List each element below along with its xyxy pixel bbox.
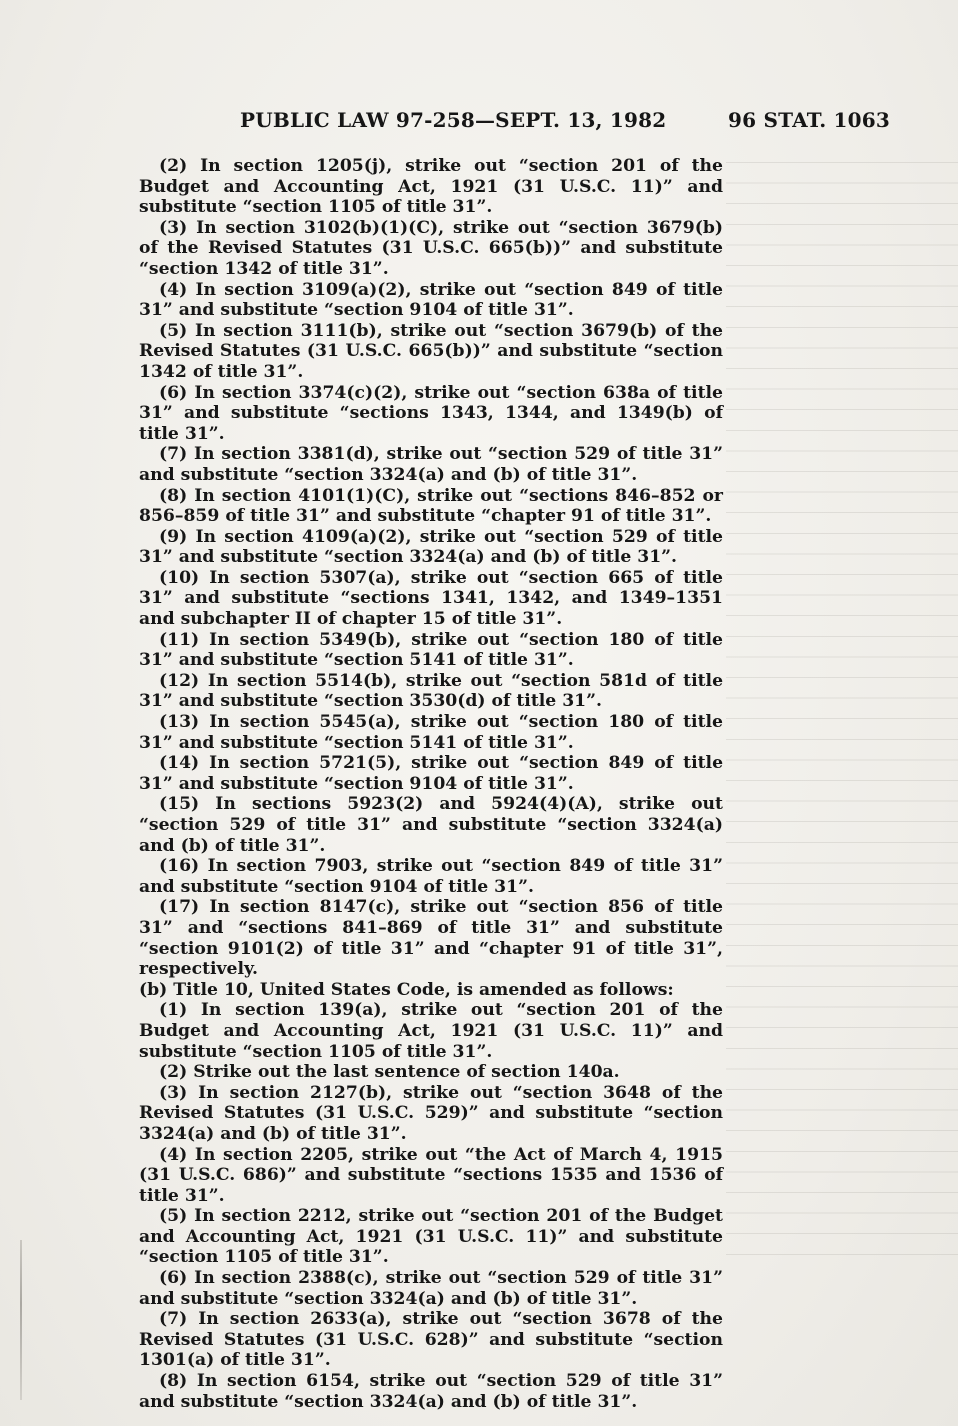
paragraph-a-5: (5) In section 3111(b), strike out “section 3679(b) of the Revised Statutes (31 U.S.C. 665(b))” and substitute “section 1342 of title 31”. bbox=[139, 320, 723, 382]
paragraph-a-3: (3) In section 3102(b)(1)(C), strike out “section 3679(b) of the Revised Statutes (31 U.S.C. 665(b))” and substitute “section 1342 of title 31”. bbox=[139, 217, 723, 279]
paragraph-b-4: (4) In section 2205, strike out “the Act of March 4, 1915 (31 U.S.C. 686)” and substitute “sections 1535 and 1536 of title 31”. bbox=[139, 1144, 723, 1206]
scan-edge-mark bbox=[20, 1240, 22, 1400]
paragraph-b-2: (2) Strike out the last sentence of section 140a. bbox=[159, 1062, 620, 1083]
paragraph-b-6: (6) In section 2388(c), strike out “section 529 of title 31” and substitute “section 3324(a) and (b) of title 31”. bbox=[139, 1268, 723, 1309]
paragraph-a-13: (13) In section 5545(a), strike out “section 180 of title 31” and substitute “section 5141 of title 31”. bbox=[139, 712, 723, 753]
paragraph-a-2: (2) In section 1205(j), strike out “section 201 of the Budget and Accounting Act, 1921 (31 U.S.C. 11)” and substitute “section 1105 of title 31”. bbox=[139, 156, 723, 218]
paragraph-b-8: (8) In section 6154, strike out “section 529 of title 31” and substitute “section 3324(a) and (b) of title 31”. bbox=[139, 1371, 723, 1412]
paragraph-a-11: (11) In section 5349(b), strike out “section 180 of title 31” and substitute “section 5141 of title 31”. bbox=[139, 629, 723, 671]
statute-body bbox=[139, 156, 723, 1412]
paragraph-b-3: (3) In section 2127(b), strike out “section 3648 of the Revised Statutes (31 U.S.C. 529)” and substitute “section 3324(a) and (b) of title 31”. bbox=[139, 1082, 723, 1144]
paragraph-b-5: (5) In section 2212, strike out “section 201 of the Budget and Accounting Act, 1921 (31 U.S.C. 11)” and substitute “section 1105 of title 31”. bbox=[139, 1206, 723, 1268]
paragraph-b-7: (7) In section 2633(a), strike out “section 3678 of the Revised Statutes (31 U.S.C. 628)” and substitute “section 1301(a) of title 31”. bbox=[139, 1309, 723, 1371]
paragraph-a-8: (8) In section 4101(1)(C), strike out “sections 846–852 or 856–859 of title 31” and substitute “chapter 91 of title 31”. bbox=[139, 485, 723, 527]
paragraph-a-10: (10) In section 5307(a), strike out “section 665 of title 31” and substitute “sections 1341, 1342, and 1349–1351 and subchapter II of chapter 15 of title 31”. bbox=[139, 567, 723, 630]
subsection-b-intro: (b) Title 10, United States Code, is amended as follows: bbox=[139, 979, 674, 1000]
paragraph-b-1: (1) In section 139(a), strike out “section 201 of the Budget and Accounting Act, 1921 (31 U.S.C. 11)” and substitute “section 1105 of title 31”. bbox=[139, 1000, 723, 1062]
paragraph-a-12: (12) In section 5514(b), strike out “section 581d of title 31” and substitute “section 3530(d) of title 31”. bbox=[139, 670, 723, 712]
paragraph-a-6: (6) In section 3374(c)(2), strike out “section 638a of title 31” and substitute “sections 1343, 1344, and 1349(b) of title 31”. bbox=[139, 382, 723, 444]
paragraph-a-17: (17) In section 8147(c), strike out “section 856 of title 31” and “sections 841–869 of title 31” and substitute “section 9101(2) of title 31” and “chapter 91 of title 31”, respectively. bbox=[139, 897, 723, 980]
paragraph-a-9: (9) In section 4109(a)(2), strike out “section 529 of title 31” and substitute “section 3324(a) and (b) of title 31”. bbox=[139, 526, 723, 568]
show-through-bleed bbox=[726, 150, 958, 1270]
header-stat-citation: 96 STAT. 1063 bbox=[728, 108, 890, 132]
paragraph-a-7: (7) In section 3381(d), strike out “section 529 of title 31” and substitute “section 3324(a) and (b) of title 31”. bbox=[139, 444, 723, 485]
paragraph-a-14: (14) In section 5721(5), strike out “section 849 of title 31” and substitute “section 9104 of title 31”. bbox=[139, 753, 723, 794]
paragraph-a-4: (4) In section 3109(a)(2), strike out “section 849 of title 31” and substitute “section 9104 of title 31”. bbox=[139, 279, 723, 321]
running-header bbox=[0, 108, 958, 138]
paragraph-a-15: (15) In sections 5923(2) and 5924(4)(A), strike out “section 529 of title 31” and substitute “section 3324(a) and (b) of title 31”. bbox=[139, 794, 723, 856]
paragraph-a-16: (16) In section 7903, strike out “section 849 of title 31” and substitute “section 9104 of title 31”. bbox=[139, 856, 723, 897]
header-title: PUBLIC LAW 97-258—SEPT. 13, 1982 bbox=[240, 108, 667, 132]
